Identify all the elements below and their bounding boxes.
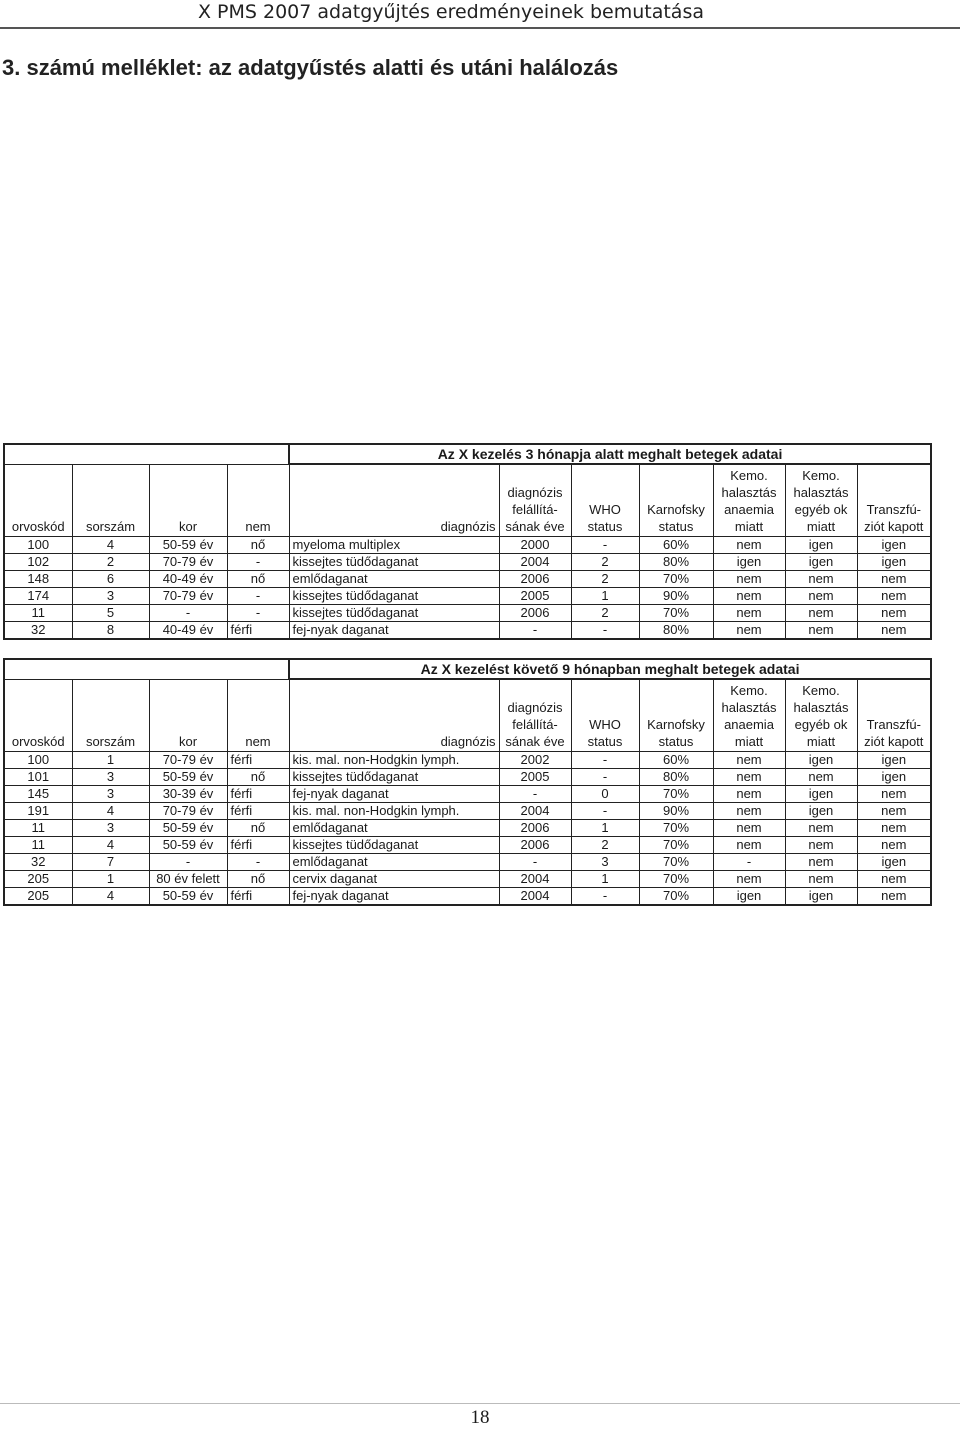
table-cell: 2006 <box>499 605 571 622</box>
table-cell: nem <box>713 769 785 786</box>
table-cell: 70-79 év <box>149 752 227 769</box>
table-cell: emlődaganat <box>289 854 499 871</box>
table-cell: kissejtes tüdődaganat <box>289 554 499 571</box>
table-cell: kissejtes tüdődaganat <box>289 588 499 605</box>
table-cell: fej-nyak daganat <box>289 888 499 906</box>
column-header: nem <box>227 679 289 752</box>
table-cell: 40-49 év <box>149 622 227 640</box>
column-header: kor <box>149 464 227 537</box>
table-cell: nem <box>857 786 931 803</box>
table-cell: 50-59 év <box>149 888 227 906</box>
column-header: kor <box>149 679 227 752</box>
table-caption-row <box>4 659 931 679</box>
table-cell: férfi <box>227 837 289 854</box>
table-cell: nem <box>713 820 785 837</box>
table-cell: nem <box>785 871 857 888</box>
deaths-during-treatment-table <box>3 443 932 640</box>
table-cell: - <box>227 854 289 871</box>
column-header: sorszám <box>72 464 149 537</box>
table-cell: 2006 <box>499 837 571 854</box>
column-header: diagnózis felállítá- sának éve <box>499 679 571 752</box>
table-row <box>4 871 931 888</box>
table-cell: - <box>571 537 639 554</box>
table-cell: nő <box>227 820 289 837</box>
table-cell: - <box>227 554 289 571</box>
table-cell: nem <box>785 571 857 588</box>
column-header: WHO status <box>571 464 639 537</box>
table-cell: - <box>227 605 289 622</box>
table-cell: nem <box>713 588 785 605</box>
running-header <box>0 0 960 26</box>
table-cell: 205 <box>4 888 72 906</box>
table-cell: nem <box>857 820 931 837</box>
table-cell: 102 <box>4 554 72 571</box>
table-cell: 100 <box>4 537 72 554</box>
table-row <box>4 803 931 820</box>
table-cell: nem <box>857 803 931 820</box>
table-cell: 148 <box>4 571 72 588</box>
table-cell: nem <box>713 571 785 588</box>
table-cell: nem <box>785 588 857 605</box>
table-cell: férfi <box>227 888 289 906</box>
table-cell: nem <box>713 752 785 769</box>
table-cell: 4 <box>72 837 149 854</box>
table-cell: 101 <box>4 769 72 786</box>
column-header: WHO status <box>571 679 639 752</box>
table-cell: kissejtes tüdődaganat <box>289 837 499 854</box>
table-row <box>4 888 931 906</box>
table-cell: nem <box>785 769 857 786</box>
table-cell: nő <box>227 571 289 588</box>
table-row <box>4 622 931 640</box>
table-cell: - <box>499 854 571 871</box>
table-cell: 50-59 év <box>149 837 227 854</box>
table-cell: 1 <box>571 588 639 605</box>
table-cell: 2 <box>571 837 639 854</box>
table-cell: 3 <box>72 588 149 605</box>
table-cell: 60% <box>639 752 713 769</box>
table-cell: igen <box>785 888 857 906</box>
table-cell: 90% <box>639 803 713 820</box>
deaths-after-treatment-table <box>3 658 932 906</box>
column-header: nem <box>227 464 289 537</box>
table-cell: 2005 <box>499 769 571 786</box>
table-cell: 2000 <box>499 537 571 554</box>
table-cell: 2004 <box>499 888 571 906</box>
table-cell: 2004 <box>499 554 571 571</box>
table-cell: 5 <box>72 605 149 622</box>
table-cell: férfi <box>227 803 289 820</box>
table-cell: nem <box>713 837 785 854</box>
table-cell: - <box>499 622 571 640</box>
table-cell: 90% <box>639 588 713 605</box>
table-cell: kissejtes tüdődaganat <box>289 769 499 786</box>
table-cell: - <box>149 854 227 871</box>
table-cell: 80% <box>639 769 713 786</box>
table-caption: Az X kezelés 3 hónapja alatt meghalt betegek adatai <box>289 444 931 464</box>
table-cell: 70% <box>639 871 713 888</box>
table-cell: férfi <box>227 786 289 803</box>
table-cell: igen <box>785 554 857 571</box>
table-cell: 1 <box>571 871 639 888</box>
caption-spacer <box>4 659 289 679</box>
table-cell: 70% <box>639 605 713 622</box>
column-header: diagnózis <box>289 464 499 537</box>
table-cell: 70% <box>639 854 713 871</box>
table-cell: 2002 <box>499 752 571 769</box>
table-cell: 70% <box>639 888 713 906</box>
table-cell: 2005 <box>499 588 571 605</box>
table-cell: fej-nyak daganat <box>289 786 499 803</box>
table-cell: férfi <box>227 622 289 640</box>
column-header: Karnofsky status <box>639 679 713 752</box>
table-row <box>4 837 931 854</box>
column-header: Transzfú- ziót kapott <box>857 464 931 537</box>
table-row <box>4 769 931 786</box>
table-cell: 50-59 év <box>149 769 227 786</box>
table-cell: 11 <box>4 820 72 837</box>
table-cell: 80% <box>639 554 713 571</box>
table-cell: 70% <box>639 571 713 588</box>
table-row <box>4 752 931 769</box>
column-header: Kemo. halasztás egyéb ok miatt <box>785 464 857 537</box>
table-row <box>4 588 931 605</box>
table-cell: 2006 <box>499 820 571 837</box>
caption-spacer <box>4 444 289 464</box>
column-header: sorszám <box>72 679 149 752</box>
table-header-row <box>4 464 931 537</box>
table-cell: - <box>571 769 639 786</box>
table-cell: nem <box>713 622 785 640</box>
table-row <box>4 537 931 554</box>
annex-title: 3. számú melléklet: az adatgyűstés alatti és utáni halálozás <box>2 55 619 80</box>
table-cell: 191 <box>4 803 72 820</box>
table-cell: nő <box>227 871 289 888</box>
running-header-text: X PMS 2007 adatgyűjtés eredményeinek bemutatása <box>198 1 704 23</box>
table-cell: 2004 <box>499 803 571 820</box>
table-cell: férfi <box>227 752 289 769</box>
table-cell: 11 <box>4 837 72 854</box>
column-header: Kemo. halasztás egyéb ok miatt <box>785 679 857 752</box>
table-cell: nem <box>785 837 857 854</box>
table-cell: nem <box>857 871 931 888</box>
table-cell: 8 <box>72 622 149 640</box>
table-cell: igen <box>713 888 785 906</box>
table-cell: 30-39 év <box>149 786 227 803</box>
table-cell: 11 <box>4 605 72 622</box>
table-cell: igen <box>857 537 931 554</box>
table-cell: igen <box>785 537 857 554</box>
table-cell: 145 <box>4 786 72 803</box>
table-caption-row <box>4 444 931 464</box>
column-header: Kemo. halasztás anaemia miatt <box>713 679 785 752</box>
table-cell: - <box>713 854 785 871</box>
column-header: Kemo. halasztás anaemia miatt <box>713 464 785 537</box>
table-cell: nem <box>785 605 857 622</box>
table-cell: 3 <box>72 769 149 786</box>
table-cell: 0 <box>571 786 639 803</box>
table-cell: igen <box>785 786 857 803</box>
table-cell: cervix daganat <box>289 871 499 888</box>
table-cell: - <box>499 786 571 803</box>
table-cell: igen <box>857 752 931 769</box>
table-cell: nem <box>857 571 931 588</box>
table-cell: 4 <box>72 888 149 906</box>
table-cell: 3 <box>72 786 149 803</box>
table-cell: nem <box>857 605 931 622</box>
table-cell: nem <box>713 786 785 803</box>
table-cell: igen <box>857 554 931 571</box>
table-cell: kis. mal. non-Hodgkin lymph. <box>289 803 499 820</box>
table-cell: - <box>571 888 639 906</box>
table-cell: 205 <box>4 871 72 888</box>
table-caption: Az X kezelést követő 9 hónapban meghalt betegek adatai <box>289 659 931 679</box>
table-cell: 80% <box>639 622 713 640</box>
table-cell: 2 <box>571 571 639 588</box>
table-cell: 50-59 év <box>149 537 227 554</box>
table-cell: nem <box>785 820 857 837</box>
table-cell: 50-59 év <box>149 820 227 837</box>
table-row <box>4 605 931 622</box>
table-cell: 1 <box>72 752 149 769</box>
table-cell: 7 <box>72 854 149 871</box>
table-cell: nem <box>857 622 931 640</box>
column-header: orvoskód <box>4 464 72 537</box>
table-cell: nő <box>227 769 289 786</box>
table-cell: - <box>227 588 289 605</box>
table-cell: emlődaganat <box>289 571 499 588</box>
table-cell: emlődaganat <box>289 820 499 837</box>
table-row <box>4 571 931 588</box>
table-cell: nem <box>713 537 785 554</box>
table-row <box>4 786 931 803</box>
table-cell: igen <box>857 769 931 786</box>
table-cell: kis. mal. non-Hodgkin lymph. <box>289 752 499 769</box>
table-cell: 32 <box>4 622 72 640</box>
table-cell: 1 <box>571 820 639 837</box>
table-cell: 70-79 év <box>149 554 227 571</box>
column-header: diagnózis felállítá- sának éve <box>499 464 571 537</box>
table-cell: - <box>571 622 639 640</box>
table-cell: 2 <box>571 605 639 622</box>
table-cell: nem <box>857 588 931 605</box>
table-cell: nem <box>857 888 931 906</box>
table-cell: 2 <box>571 554 639 571</box>
table-cell: 70% <box>639 786 713 803</box>
table-cell: 70-79 év <box>149 588 227 605</box>
column-header: Transzfú- ziót kapott <box>857 679 931 752</box>
table-cell: igen <box>785 752 857 769</box>
table-cell: 1 <box>72 871 149 888</box>
table-cell: 4 <box>72 537 149 554</box>
table-cell: - <box>571 752 639 769</box>
table-cell: 70% <box>639 837 713 854</box>
page-number: 18 <box>470 1407 490 1428</box>
column-header: Karnofsky status <box>639 464 713 537</box>
table-cell: igen <box>713 554 785 571</box>
table-cell: nem <box>713 803 785 820</box>
column-header: orvoskód <box>4 679 72 752</box>
table-cell: myeloma multiplex <box>289 537 499 554</box>
table-cell: 2 <box>72 554 149 571</box>
table-cell: igen <box>785 803 857 820</box>
table-cell: fej-nyak daganat <box>289 622 499 640</box>
table-cell: 2006 <box>499 571 571 588</box>
column-header: diagnózis <box>289 679 499 752</box>
table-cell: 80 év felett <box>149 871 227 888</box>
table-cell: nő <box>227 537 289 554</box>
table-row <box>4 854 931 871</box>
table-cell: 4 <box>72 803 149 820</box>
table-cell: 60% <box>639 537 713 554</box>
table-header-row <box>4 679 931 752</box>
table-cell: 70-79 év <box>149 803 227 820</box>
table-cell: nem <box>785 622 857 640</box>
table-cell: 2004 <box>499 871 571 888</box>
table-cell: nem <box>857 837 931 854</box>
table-cell: 6 <box>72 571 149 588</box>
table-cell: 32 <box>4 854 72 871</box>
table-cell: 70% <box>639 820 713 837</box>
table-cell: 174 <box>4 588 72 605</box>
table-cell: - <box>149 605 227 622</box>
table-row <box>4 554 931 571</box>
table-cell: 40-49 év <box>149 571 227 588</box>
header-rule <box>0 27 960 29</box>
table-cell: igen <box>857 854 931 871</box>
table-cell: nem <box>713 871 785 888</box>
table-row <box>4 820 931 837</box>
table-cell: 3 <box>571 854 639 871</box>
table-cell: 100 <box>4 752 72 769</box>
table-cell: kissejtes tüdődaganat <box>289 605 499 622</box>
table-cell: nem <box>785 854 857 871</box>
footer-rule <box>0 1403 960 1404</box>
table-cell: 3 <box>72 820 149 837</box>
table-cell: nem <box>713 605 785 622</box>
table-cell: - <box>571 803 639 820</box>
